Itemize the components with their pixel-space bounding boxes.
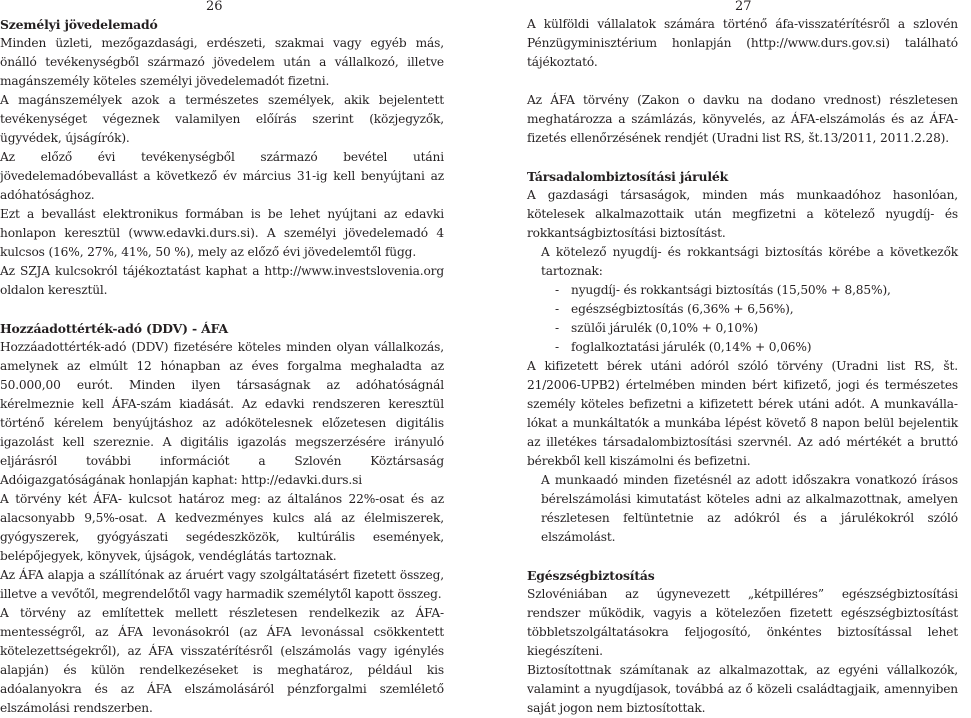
paragraph: Minden üzleti, mezőgazdasági, erdészeti, szakmai vagy egyéb más, önálló tevékenységből származó jövedelem után a vállalkozó, illetve magánszemély köteles személyi jövedelemadót fizetni. <box>0 36 444 88</box>
paragraph: A külföldi vállalatok számára történő áfa-visszatérítésről a szlovén Pénzügyminisztérium honlapján (http://www.durs.gov.si) található tájékoztató. <box>527 17 958 69</box>
spacer <box>527 547 958 566</box>
list-item: - nyugdíj- és rokkantsági biztosítás (15,50% + 8,85%), <box>527 281 958 300</box>
paragraph: Az ÁFA törvény (Zakon o davku na dodano vrednost) részletesen meghatározza a számlázás, könyvelés, az ÁFA-elszámolás és az ÁFA-fizetés ellenőrzésének rendjét (Uradni list RS, št.13/2011, 2011.2.28). <box>527 93 958 145</box>
paragraph: Az előző évi tevékenységből származó bevétel utáni jövedelemadóbevallást a következő év március 31-ig kell benyújtani az adóhatósághoz. <box>0 150 444 202</box>
paragraph: A magánszemélyek azok a természetes személyek, akik bejelentett tevékenységet végeznek valamilyen előírás szerint (közjegyzők, ügyvédek, újságírók). <box>0 93 444 145</box>
paragraph: Az ÁFA alapja a szállítónak az áruért vagy szolgáltatásért fizetett összeg, illetve a vevőtől, megrendelőtől vagy harmadik személytől kapott összeg. <box>0 568 444 601</box>
section-heading: Társadalombiztosítási járulék <box>527 169 729 184</box>
page-content <box>0 15 444 718</box>
page-right <box>527 0 971 715</box>
section-heading: Hozzáadottérték-adó (DDV) - ÁFA <box>0 321 229 336</box>
bullet-list <box>527 281 958 357</box>
paragraph: A munkaadó minden fizetésnél az adott időszakra vonatkozó írásos bérelszámolási kimutatást köteles adni az alkalmazottnak, amelyen részletesen feltüntetnie az adókról és a járulékokról szóló elszámolást. <box>541 473 958 544</box>
page-content <box>527 15 958 718</box>
paragraph: Hozzáadottérték-adó (DDV) fizetésére köteles minden olyan vállalkozás, amelynek az elmúlt 12 hónapban az éves forgalma meghaladta az 50.000,00 eurót. Minden ilyen társaságnak az adóhatóságnál kérelmeznie kell ÁFA-szám kiadását. Az edavki rendszeren keresztül történő kérelem benyújtáshoz az adókötelesnek előzetesen digitális igazolást kell szereznie. A digitális igazolás megszerzésére irányuló eljárásról további információt a Szlovén Köztársaság Adóigazgatóságának honlapján kaphat: http://edavki.durs.si <box>0 340 444 487</box>
list-item: - foglalkoztatási járulék (0,14% + 0,06%) <box>527 338 958 357</box>
page-number: 26 <box>206 0 223 14</box>
list-item: - szülői járulék (0,10% + 0,10%) <box>527 319 958 338</box>
paragraph: A törvény két ÁFA- kulcsot határoz meg: az általános 22%-osat és az alacsonyabb 9,5%-osat. A kedvezményes kulcs alá az élelmiszerek, gyógyszerek, gyógyászati segédeszközök, kultúrális események, belépőjegyek, könyvek, újságok, vendéglátás tartoznak. <box>0 492 444 563</box>
paragraph: Ezt a bevallást elektronikus formában is be lehet nyújtani az edavki honlapon keresztül (www.edavki.durs.si). A személyi jövedelemadó 4 kulcsos (16%, 27%, 41%, 50 %), mely az előző évi jövedelemtől függ. <box>0 207 444 259</box>
list-item: - egészségbiztosítás (6,36% + 6,56%), <box>527 300 958 319</box>
paragraph: A gazdasági társaságok, minden más munkaadóhoz hasonlóan, kötelesek alkalmazottaik után megfizetni a kötelező nyugdíj- és rokkantságbiztosítási biztosítást. <box>527 188 958 240</box>
section-heading: Egészségbiztosítás <box>527 568 655 583</box>
spacer <box>527 148 958 167</box>
spacer <box>0 300 444 319</box>
page-left <box>0 0 444 715</box>
paragraph: A törvény az említettek mellett részletesen rendelkezik az ÁFA-mentességről, az ÁFA levonásokról (az ÁFA levonással csökkentett kötelezettségekről), az ÁFA visszatérítésről (elszámolás vagy igénylés alapján) és külön rendelkezéseket is meghatároz, például kis adóalanyokra és az ÁFA elszámolásáról pénzforgalmi szemlélető elszámolási rendszerben. <box>0 606 444 715</box>
spacer <box>527 72 958 91</box>
paragraph: Az SZJA kulcsokról tájékoztatást kaphat a http://www.investslovenia.org oldalon keresztül. <box>0 264 444 297</box>
paragraph: Szlovéniában az úgynevezett „kétpilléres” egészségbiztosítási rendszer működik, vagyis a kötelezően fizetett egészségbiztosítást többletszolgáltatásokra feljogosító, önkéntes biztosítással lehet kiegészíteni. <box>527 587 958 658</box>
paragraph: Biztosítottnak számítanak az alkalmazottak, az egyéni vállalkozók, valamint a nyugdíjasok, továbbá az ő közeli családtagjaik, amennyiben saját jogon nem biztosítottak. <box>527 663 958 715</box>
section-heading: Személyi jövedelemadó <box>0 17 158 32</box>
paragraph: A kifizetett bérek utáni adóról szóló törvény (Uradni list RS, št. 21/2006-UPB2) értelmében minden bért kifizető, jogi és természetes személy köteles befizetni a kifizetett bérek utáni adót. A munkavállalókat a munkáltatók a munkába lépést követő 8 napon belül bejelentik az illetékes társadalombiztosítási szervnél. Az adó mértékét a bruttó bérekből kell kiszámolni és befizetni. <box>527 359 958 468</box>
paragraph: A kötelező nyugdíj- és rokkantsági biztosítás körébe a következők tartoznak: <box>541 245 958 278</box>
page-number: 27 <box>735 0 752 14</box>
